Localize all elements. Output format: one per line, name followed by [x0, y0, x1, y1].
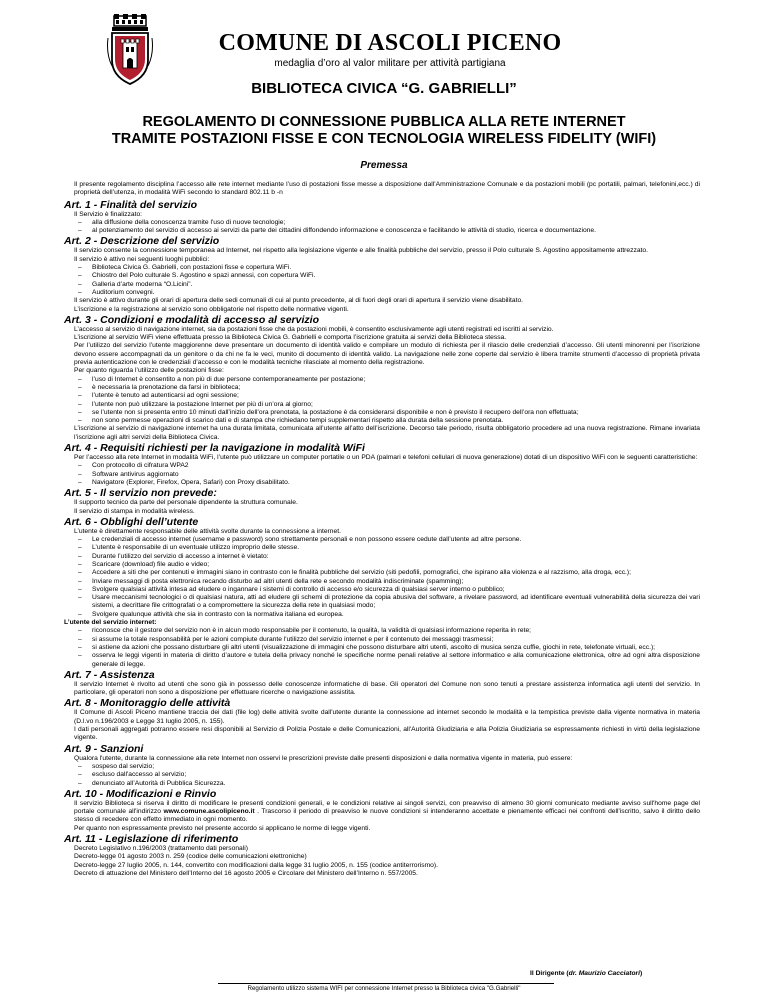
list-item: – al potenziamento del servizio di accesso ai servizi da parte dei cittadini diffondendo informazione e conoscenza e facilitando le attività di studio, ricerca e documentazione.: [74, 227, 700, 235]
biblioteca-title: BIBLIOTECA CIVICA “G. GABRIELLI”: [251, 80, 517, 97]
list-item: – Accedere a siti che per contenuti e immagini siano in contrasto con le finalità pubbliche del servizio (siti pedofili, pornografici, che ispirano alla violenza e al razzismo, alla droga, ecc.);: [74, 569, 700, 577]
list-item: – Auditorium convegni.: [74, 289, 700, 297]
art4-list: [74, 462, 700, 487]
art7-p1: Il servizio Internet è rivolto ad utenti che sono già in possesso delle conoscenze informatiche di base. Gli operatori del Comune non sono tenuti a prestare assistenza informatica agli utenti del servizio. In particolare, gli operatori non sono a disposizione per effettuare ricerche o navigazione assistita.: [74, 680, 700, 697]
art6-p1: L’utente è direttamente responsabile delle attività svolte durante la connessione a internet.: [74, 527, 341, 535]
document-title: [0, 114, 768, 148]
footer-divider: [218, 983, 554, 984]
list-item: – osserva le leggi vigenti in materia di diritto d’autore e tutela della privacy nonché le specifiche norme penali relative al settore informatico e alla comunicazione elettronica, oltre ad ogni altra disposizione generale di legge.: [74, 652, 700, 669]
art3-p4: Per quanto riguarda l’utilizzo delle postazioni fisse:: [74, 367, 224, 375]
comune-title: COMUNE DI ASCOLI PICENO: [218, 30, 562, 56]
art6-list-2: [74, 627, 700, 668]
art10-p1-start: Il servizio Biblioteca si riserva il diritto di modificare le presenti condizioni generali, e le condizioni relative ai singoli servizi, con preavviso di almeno 30 giorni comunicato mediante avviso sull'home page del portale comunale all'indirizzo: [74, 799, 700, 816]
list-item: – Scaricare (download) file audio e video;: [74, 561, 700, 569]
list-item: – Durante l’utilizzo del servizio di accesso a internet è vietato:: [74, 553, 700, 561]
art4-p1: Per l’accesso alla rete Internet in modalità WiFi, l’utente può utilizzare un computer portatile o un PDA (palmari e telefoni cellulari di nuova generazione) dotati di un dispositivo WiFi con le seguenti caratteristiche:: [74, 454, 698, 462]
signature: [530, 970, 642, 977]
art1-intro: Il Servizio è finalizzato:: [74, 210, 143, 218]
list-item: – l’utente è tenuto ad autenticarsi ad ogni sessione;: [74, 392, 700, 400]
art11-line: Decreto di attuazione del Ministero dell’Interno del 16 agosto 2005 e Circolare del Ministero dell’Interno n. 557/2005.: [74, 869, 418, 877]
art6-heading: Art. 6 - Obblighi dell’utente: [64, 515, 199, 528]
art2-p4: L’iscrizione e la registrazione al servizio sono obbligatorie nel rispetto delle normative vigenti.: [74, 305, 349, 313]
art9-heading: Art. 9 - Sanzioni: [64, 742, 144, 755]
art7-heading: Art. 7 - Assistenza: [64, 668, 155, 681]
list-item: – è necessaria la prenotazione da farsi in biblioteca;: [74, 384, 700, 392]
art8-heading: Art. 8 - Monitoraggio delle attività: [64, 697, 231, 710]
page-footer: Regolamento utilizzo sistema WIFI per connessione Internet presso la Biblioteca civica "G.Gabrielli": [247, 985, 521, 992]
art11-line: Decreto-legge 27 luglio 2005, n. 144, convertito con modificazioni dalla legge 31 luglio 2005, n. 155 (codice antiterrorismo).: [74, 861, 438, 869]
list-item: – Software antivirus aggiornato: [74, 471, 700, 479]
art11-line: Decreto-legge 01 agosto 2003 n. 259 (codice delle comunicazioni elettroniche): [74, 853, 307, 861]
art5-p1: Il supporto tecnico da parte del personale dipendente la struttura comunale.: [74, 499, 298, 507]
signature-close: ): [640, 970, 643, 977]
list-item: – Navigatore (Explorer, Firefox, Opera, Safari) con Proxy disabilitato.: [74, 479, 700, 487]
list-item: – Svolgere qualsiasi attività intesa ad eludere o ingannare i sistemi di controllo di accesso e/o sicurezza di qualsiasi server interno o pubblico;: [74, 586, 700, 594]
art1-heading: Art. 1 - Finalità del servizio: [64, 198, 198, 211]
comune-website-link[interactable]: www.comune.ascolipiceno.it: [163, 808, 255, 816]
art2-p2: Il servizio è attivo nei seguenti luoghi pubblici:: [74, 255, 210, 263]
title-line-2: TRAMITE POSTAZIONI FISSE E CON TECNOLOGIA WIRELESS FIDELITY (WIFI): [111, 131, 657, 147]
list-item: – si assume la totale responsabilità per le azioni compiute durante l'utilizzo del servizio internet e per il contenuto dei messaggi trasmessi;: [74, 636, 700, 644]
list-item: – sospeso dal servizio;: [74, 763, 700, 771]
list-item: – Biblioteca Civica G. Gabrielli, con postazioni fisse e copertura WiFi.: [74, 264, 700, 272]
premessa-text: Il presente regolamento disciplina l’accesso alle rete internet mediante l’uso di postazioni fisse messe a disposizione dall’Amministrazione Comunale e da postazioni mobili (pc portatili, palmari, telefonini,ecc.) di proprietà dell’utenza, in modalità WiFi secondo lo standard 802.11 b -n: [74, 181, 700, 197]
art10-p1: [74, 800, 700, 825]
list-item: – se l’utente non si presenta entro 10 minuti dall’inizio dell’ora prenotata, la postazione è da considerarsi disponibile e non è previsto il recupero dell’ora non effettuata;: [74, 409, 700, 417]
page-header: [0, 0, 768, 100]
premessa-heading: Premessa: [360, 160, 408, 171]
list-item: – Usare meccanismi tecnologici o di qualsiasi natura, atti ad eludere gli schemi di protezione da copia abusiva del software, a rivelare password, ad identificare eventuali vulnerabilità della sicurezza dei vari sistemi, a decrittare file crittografati o a compromettere la sicurezza della rete in qualsiasi modo;: [74, 594, 700, 611]
signature-role: Il Dirigente (: [530, 970, 569, 977]
art5-heading: Art. 5 - Il servizio non prevede:: [64, 487, 217, 500]
list-item: – escluso dall'accesso al servizio;: [74, 771, 700, 779]
art5-p2: Il servizio di stampa in modalità wireless.: [74, 507, 195, 515]
art3-heading: Art. 3 - Condizioni e modalità di accesso al servizio: [64, 313, 319, 326]
art2-p1: Il servizio consente la connessione temporanea ad Internet, nel rispetto alla legislazione vigente e alle finalità pubbliche del servizio, presso il Polo culturale S. Agostino appositamente attrezzato.: [74, 247, 648, 255]
list-item: – l’utente non può utilizzare la postazione Internet per più di un’ora al giorno;: [74, 401, 700, 409]
list-item: – denunciato all’Autorità di Pubblica Sicurezza.: [74, 780, 700, 788]
regolamento-body: [64, 181, 701, 878]
art3-list: [74, 376, 700, 426]
art1-list: [74, 219, 700, 236]
list-item: – si astiene da azioni che possano disturbare gli altri utenti (visualizzazione di immagini che possono disturbare altri utenti, ascolto di musica senza cuffie, giochi in rete, telefonate virtuali, ecc.);: [74, 644, 700, 652]
medaglia-subtitle: medaglia d’oro al valor militare per attività partigiana: [274, 58, 506, 69]
list-item: – Chiostro del Polo culturale S. Agostino e spazi annessi, con copertura WiFi.: [74, 272, 700, 280]
art6-list: [74, 536, 700, 619]
art10-p1-end: . Trascorso il periodo di preavviso le nuove condizioni si intenderanno accettate e pienamente efficaci nei confronti dell'iscritto, salvo il diritto dello stesso di recedere con effetto immediato in ogni momento.: [74, 808, 701, 824]
art3-p1: L’accesso al servizio di navigazione internet, sia da postazioni fisse che da postazioni mobili, è consentito esclusivamente agli utenti registrati ed iscritti al servizio.: [74, 325, 554, 333]
art3-p3: Per l’utilizzo del servizio l’utente maggiorenne deve presentare un documento di identità valido e compilare un modulo di richiesta per il rilascio delle credenziali d’accesso. Gli utenti minorenni per l’iscrizione devono essere accompagnati da un genitore o da chi ne fa le veci, munito di documento di identità valido. La navigazione nelle zone coperte dal servizio è libera tramite strumenti d’accesso di proprietà privata previa autenticazione con le credenziali d’accesso e con le modalità tecniche rilasciate al momento della registrazione.: [74, 342, 700, 367]
art9-p1: Qualora l'utente, durante la connessione alla rete Internet non osservi le prescrizioni previste dalle presenti disposizioni e dalla normativa vigente in materia, può essere:: [74, 754, 573, 762]
art3-p5: L’iscrizione al servizio di navigazione internet ha una durata limitata, comunicata all’utente all’atto dell’iscrizione. Decorso tale periodo, risulta obbligatorio procedere ad una nuova registrazione. Rimane invariata l’iscrizione agli altri servizi della Biblioteca Civica.: [74, 425, 700, 441]
title-line-1: REGOLAMENTO DI CONNESSIONE PUBBLICA ALLA RETE INTERNET: [142, 114, 626, 130]
list-item: – L’utente è responsabile di un eventuale utilizzo improprio delle stesse.: [74, 544, 700, 552]
list-item: – riconosce che il gestore del servizio non è in alcun modo responsabile per il contenuto, la qualità, la validità di qualsiasi informazione reperita in rete;: [74, 627, 700, 635]
list-item: – alla diffusione della conoscenza tramite l'uso di nuove tecnologie;: [74, 219, 700, 227]
art2-heading: Art. 2 - Descrizione del servizio: [64, 235, 220, 248]
art4-heading: Art. 4 - Requisiti richiesti per la navigazione in modalità WiFi: [64, 442, 365, 455]
list-item: – Le credenziali di accesso internet (username e password) sono strettamente personali e non possono essere cedute dall’utente ad altre persone.: [74, 536, 700, 544]
art2-list: [74, 264, 700, 297]
coat-of-arms-icon: [106, 14, 154, 86]
list-item: – Svolgere qualunque attività che sia in contrasto con la normativa italiana ed europea.: [74, 611, 700, 619]
art2-p3: Il servizio è attivo durante gli orari di apertura delle sedi comunali di cui al punto precedente, al di fuori degli orari di apertura il servizio viene disabilitato.: [74, 297, 524, 305]
art11-heading: Art. 11 - Legislazione di riferimento: [64, 833, 239, 845]
art9-list: [74, 763, 700, 788]
art6-p2: L’utente del servizio internet:: [64, 619, 157, 627]
list-item: – Inviare messaggi di posta elettronica recando disturbo ad altri utenti della rete e secondo modalità indiscriminate (spamming);: [74, 578, 700, 586]
list-item: – Galleria d’arte moderna “O.Licini”.: [74, 281, 700, 289]
list-item: – Con protocollo di cifratura WPA2: [74, 462, 700, 470]
art8-p1: Il Comune di Ascoli Piceno mantiene traccia dei dati (file log) delle attività svolte dall'utente durante la connessione ad internet secondo le modalità e la tempistica previste dalla vigente normativa in materia (D.l.vo n.196/2003 e Legge 31 luglio 2005, n. 155).: [74, 709, 700, 725]
art10-heading: Art. 10 - Modificazioni e Rinvio: [64, 787, 217, 800]
art3-p2: L’iscrizione al servizio WiFi viene effettuata presso la Biblioteca Civica G. Gabrielli e comporta l’iscrizione gratuita ai servizi della Biblioteca stessa.: [74, 334, 507, 342]
signature-name: dr. Maurizio Cacciatori: [568, 970, 641, 977]
art8-p2: I dati personali aggregati potranno essere resi disponibili al Servizio di Polizia Postale e delle Comunicazioni, all'Autorità Giudiziaria e alla Polizia Giudiziaria se espressamente richiesti in virtù della legislazione vigente.: [74, 726, 700, 742]
art10-p2: Per quanto non espressamente previsto nel presente accordo si applicano le norme di legge vigenti.: [74, 824, 371, 832]
list-item: – non sono permesse operazioni di scarico dati e di stampa che richiedano tempi supplementari rispetto alla durata della sessione prenotata.: [74, 417, 700, 425]
art11-line: Decreto Legislativo n.196/2003 (trattamento dati personali): [74, 845, 248, 852]
list-item: – l’uso di Internet è consentito a non più di due persone contemporaneamente per postazione;: [74, 376, 700, 384]
